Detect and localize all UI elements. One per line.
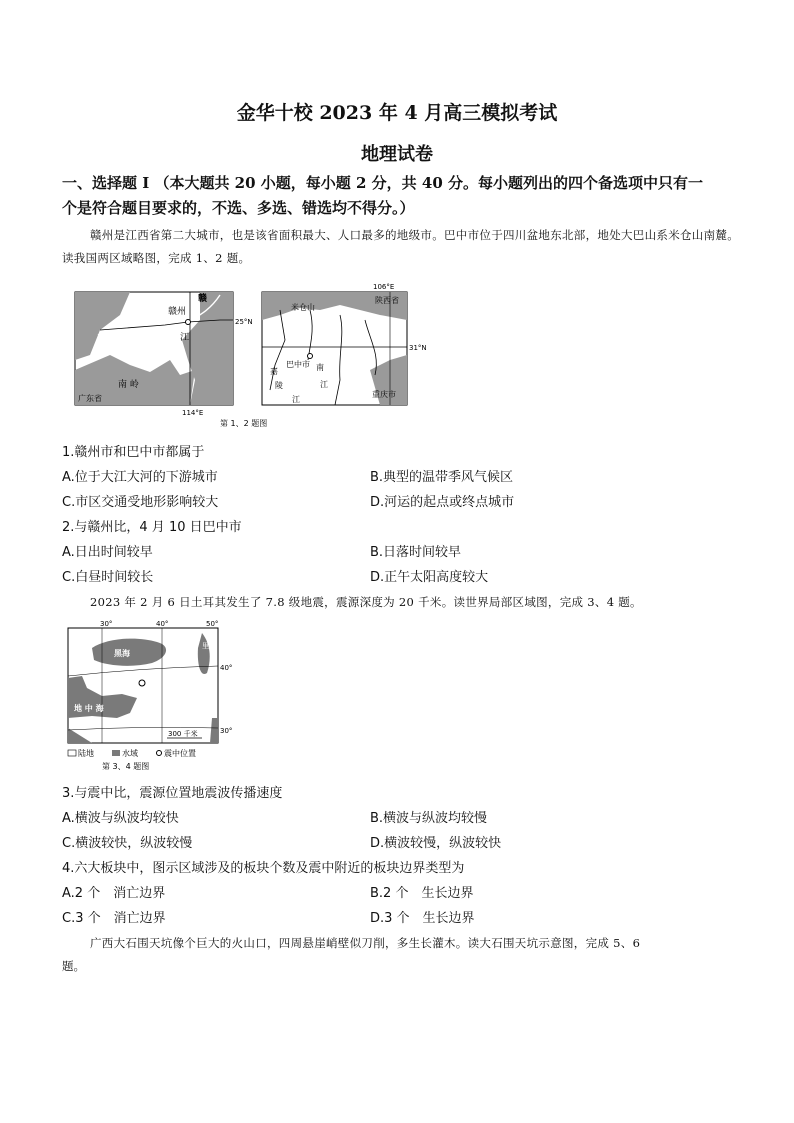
question-1-option-c: C.市区交通受地形影响较大 (62, 495, 219, 510)
legend-water-label: 水域 (122, 749, 138, 758)
lat-label-40: 40° (220, 664, 233, 672)
lon-label-106e: 106°E (373, 283, 395, 291)
world-region-map (62, 618, 252, 773)
question-2-option-c: C.白昼时间较长 (62, 570, 154, 585)
intro-paragraph-3-line2: 题。 (62, 959, 85, 973)
sea-label-caspian: 里 (202, 642, 209, 650)
question-4-option-a: A.2 个 消亡边界 (62, 886, 166, 901)
map1-caption: 第 1、2 题图 (220, 419, 268, 428)
lon-label-30: 30° (100, 620, 113, 628)
river-label-jia: 嘉 (270, 367, 278, 376)
city-label-bazhong: 巴中市 (286, 360, 310, 369)
city-label-chongqing: 重庆市 (372, 390, 396, 399)
question-3-stem: 3.与震中比，震源位置地震波传播速度 (62, 786, 283, 801)
legend-land-icon (68, 750, 76, 756)
question-4-option-b: B.2 个 生长边界 (370, 886, 474, 901)
epicenter-marker-icon (139, 680, 145, 686)
lat-label-25n: 25°N (235, 318, 253, 326)
intro-paragraph-1: 赣州是江西省第二大城市，也是该省面积最大、人口最多的地级市。巴中市位于四川盆地东北部，地处大巴山系米仓山南麓。读我国两区域略图，完成 1、2 题。 (62, 228, 739, 265)
sea-label-mediterranean: 地 中 海 (74, 704, 104, 713)
page-subtitle: 地理试卷 (361, 144, 433, 165)
scale-label: 300 千米 (168, 730, 198, 738)
region-map-figure (70, 280, 427, 430)
legend-land-label: 陆地 (78, 749, 94, 758)
question-3-option-c: C.横波较快，纵波较慢 (62, 836, 193, 851)
legend-quake-label: 震中位置 (164, 749, 196, 758)
river-label-jiang-1: 江 (292, 395, 300, 404)
question-1-option-a: A.位于大江大河的下游城市 (62, 470, 218, 485)
question-2-option-a: A.日出时间较早 (62, 545, 153, 560)
question-2-stem: 2.与赣州比，4 月 10 日巴中市 (62, 520, 242, 535)
page-title: 金华十校 2023 年 4 月高三模拟考试 (236, 102, 558, 124)
river-label-left: 江 (180, 333, 190, 343)
river-label-ling: 陵 (275, 381, 283, 390)
ganzhou-map (75, 292, 253, 417)
lat-label-30: 30° (220, 727, 233, 735)
lon-label-40: 40° (156, 620, 169, 628)
river-label-nan: 南 (316, 363, 324, 372)
question-4-option-d: D.3 个 生长边界 (370, 911, 475, 926)
mountain-label-nanling: 南 岭 (118, 380, 139, 390)
section-heading-line2: 个是符合题目要求的，不选、多选、错选均不得分。） (62, 199, 415, 217)
lon-label-114e: 114°E (182, 409, 204, 417)
province-label-gan: 赣 (198, 294, 208, 304)
question-3-option-b: B.横波与纵波均较慢 (370, 811, 488, 826)
intro-paragraph-3-line1: 广西大石围天坑像个巨大的火山口，四周悬崖峭壁似刀削，多生长灌木。读大石围天坑示意图，完成 5、6 (90, 936, 641, 950)
section-heading-line1: 一、选择题 I （本大题共 20 小题，每小题 2 分，共 40 分。每小题列出的四个备选项中只有一 (62, 174, 703, 192)
question-3-option-d: D.横波较慢，纵波较快 (370, 836, 502, 851)
map2-caption: 第 3、4 题图 (102, 762, 150, 771)
bazhong-map (262, 283, 427, 405)
question-3-option-a: A.横波与纵波均较快 (62, 811, 179, 826)
intro-paragraph-2: 2023 年 2 月 6 日土耳其发生了 7.8 级地震，震源深度为 20 千米。读世界局部区域图，完成 3、4 题。 (90, 595, 642, 609)
province-label-guangdong: 广东省 (78, 394, 102, 403)
question-1-option-d: D.河运的起点或终点城市 (370, 495, 515, 510)
question-4-stem: 4.六大板块中，图示区域涉及的板块个数及震中附近的板块边界类型为 (62, 861, 465, 876)
question-4-option-c: C.3 个 消亡边界 (62, 911, 166, 926)
river-label-jiang-2: 江 (320, 380, 328, 389)
question-1-option-b: B.典型的温带季风气候区 (370, 470, 514, 485)
lon-label-50: 50° (206, 620, 219, 628)
city-label-ganzhou: 赣州 (168, 307, 187, 317)
question-1-stem: 1.赣州市和巴中市都属于 (62, 445, 205, 460)
mountain-label-micang: 米仓山 (291, 303, 315, 312)
lat-label-31n: 31°N (409, 344, 427, 352)
province-label-shaanxi: 陕西省 (375, 296, 399, 305)
legend-water-icon (112, 750, 120, 756)
sea-label-black: 黑海 (114, 649, 130, 658)
question-2-option-b: B.日落时间较早 (370, 545, 462, 560)
question-2-option-d: D.正午太阳高度较大 (370, 570, 489, 585)
legend-quake-icon (157, 751, 162, 756)
